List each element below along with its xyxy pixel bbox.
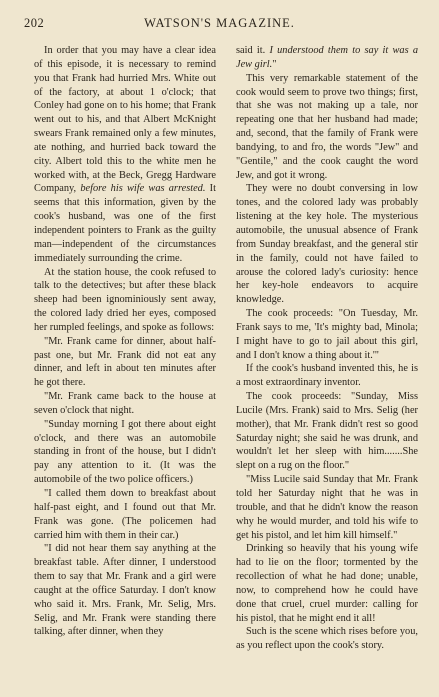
paragraph: If the cook's husband invented this, he is a most extraordinary inventor. <box>236 363 418 389</box>
paragraph: "Mr. Frank came for dinner, about half-past one, but Mr. Frank did not eat any dinner, and left in about ten minutes after he got there. <box>34 335 216 389</box>
paragraph: The cook proceeds: "On Tuesday, Mr. Frank says to me, 'It's mighty bad, Minola; I might have to go to jail about this girl, and I don't know a thing about it.'" <box>236 308 418 361</box>
paragraph: Such is the scene which rises before you, as you reflect upon the cook's story. <box>236 626 418 652</box>
paragraph: They were no doubt conversing in low tones, and the colored lady was probably listening at the key hole. The mysterious automobile, the unusual absence of Frank from Sunday breakfast, and the general stir in the family, could not have failed to arouse the colored lady's curiosity: hence her key-hole endeavors to acquire knowledge. <box>236 183 418 306</box>
paragraph: "Mr. Frank came back to the house at seven o'clock that night. <box>34 391 216 416</box>
paragraph: Drinking so heavily that his young wife had to lie on the floor; tormented by the recollection of what he had done; unable, now, to comprehend how he could have done that cruel, cruel murder: calling for his pistol, that he might end it all! <box>236 543 418 624</box>
left-column <box>34 44 216 653</box>
paragraph-text: " <box>272 58 277 70</box>
paragraph <box>34 44 216 266</box>
page-header <box>22 16 417 34</box>
italic-text: before his wife was arrested. <box>80 183 206 195</box>
paragraph: This very remarkable statement of the cook would seem to prove two things; first, that she was not making up a tale, nor repeating one that her husband had made; and, second, that the family of Frank were bandying, to and fro, the words "Jew" and "Gentile," and the cook caught the word Jew, and got it wrong. <box>236 72 418 181</box>
right-column <box>236 44 418 653</box>
paragraph-text: said it. <box>236 45 270 56</box>
paragraph: "Miss Lucile said Sunday that Mr. Frank told her Saturday night that he was in trouble, and that he didn't know the reason why he would murder, and told his wife to get his pistol, and let him kill himself." <box>236 474 418 541</box>
paragraph: The cook proceeds: "Sunday, Miss Lucile (Mrs. Frank) said to Mrs. Selig (her mother), that Mr. Frank didn't rest so good Saturday night; she said he was drunk, and wouldn't let her sleep with him.......She slept on a rug on the floor." <box>236 391 418 472</box>
paragraph: "Sunday morning I got there about eight o'clock, and there was an automobile standing in front of the house, but I didn't pay any attention to it. (It was the automobile of the two police officers.) <box>34 418 216 486</box>
running-head: WATSON'S MAGAZINE. <box>144 16 295 30</box>
italic-text: I understood them to say it was a Jew girl. <box>236 45 418 70</box>
article-body <box>34 44 418 653</box>
paragraph: At the station house, the cook refused to talk to the detectives; but after these black sheep had been ignominiously sent away, the colored lady dried her eyes, composed her rumpled feelings, and spoke as follows: <box>34 266 216 333</box>
paragraph: "I did not hear them say anything at the breakfast table. After dinner, I understood them to say that Mr. Frank and a girl were caught at the office Saturday. I don't know who said it. Mrs. Frank, Mr. Selig, Mrs. Selig, and Mr. Frank were standing there talking, after dinner, when they <box>34 543 216 638</box>
paragraph-text: It seems that this information, given by the cook's husband, was one of the first independent pointers to Frank as the guilty man—independent of the circumstances immediately surrounding the crime. <box>34 183 216 264</box>
paragraph-text: In order that you may have a clear idea of this episode, it is necessary to remind you that Frank had hurried Mrs. White out of the factory, at about 1 o'clock; that Conley had gone on to his home; that Frank went out to his, and that Albert McKnight swears Frank remained only a few minutes, ate nothing, and hurried back toward the city. Albert told this to the white men he worked with, at the Beck, Gregg Hardware Company, <box>34 45 216 195</box>
paragraph <box>236 44 418 72</box>
page-number: 202 <box>24 16 45 30</box>
paragraph: "I called them down to breakfast about half-past eight, and I found out that Mr. Frank was gone. (The policemen had carried him with them in their car.) <box>34 488 216 541</box>
